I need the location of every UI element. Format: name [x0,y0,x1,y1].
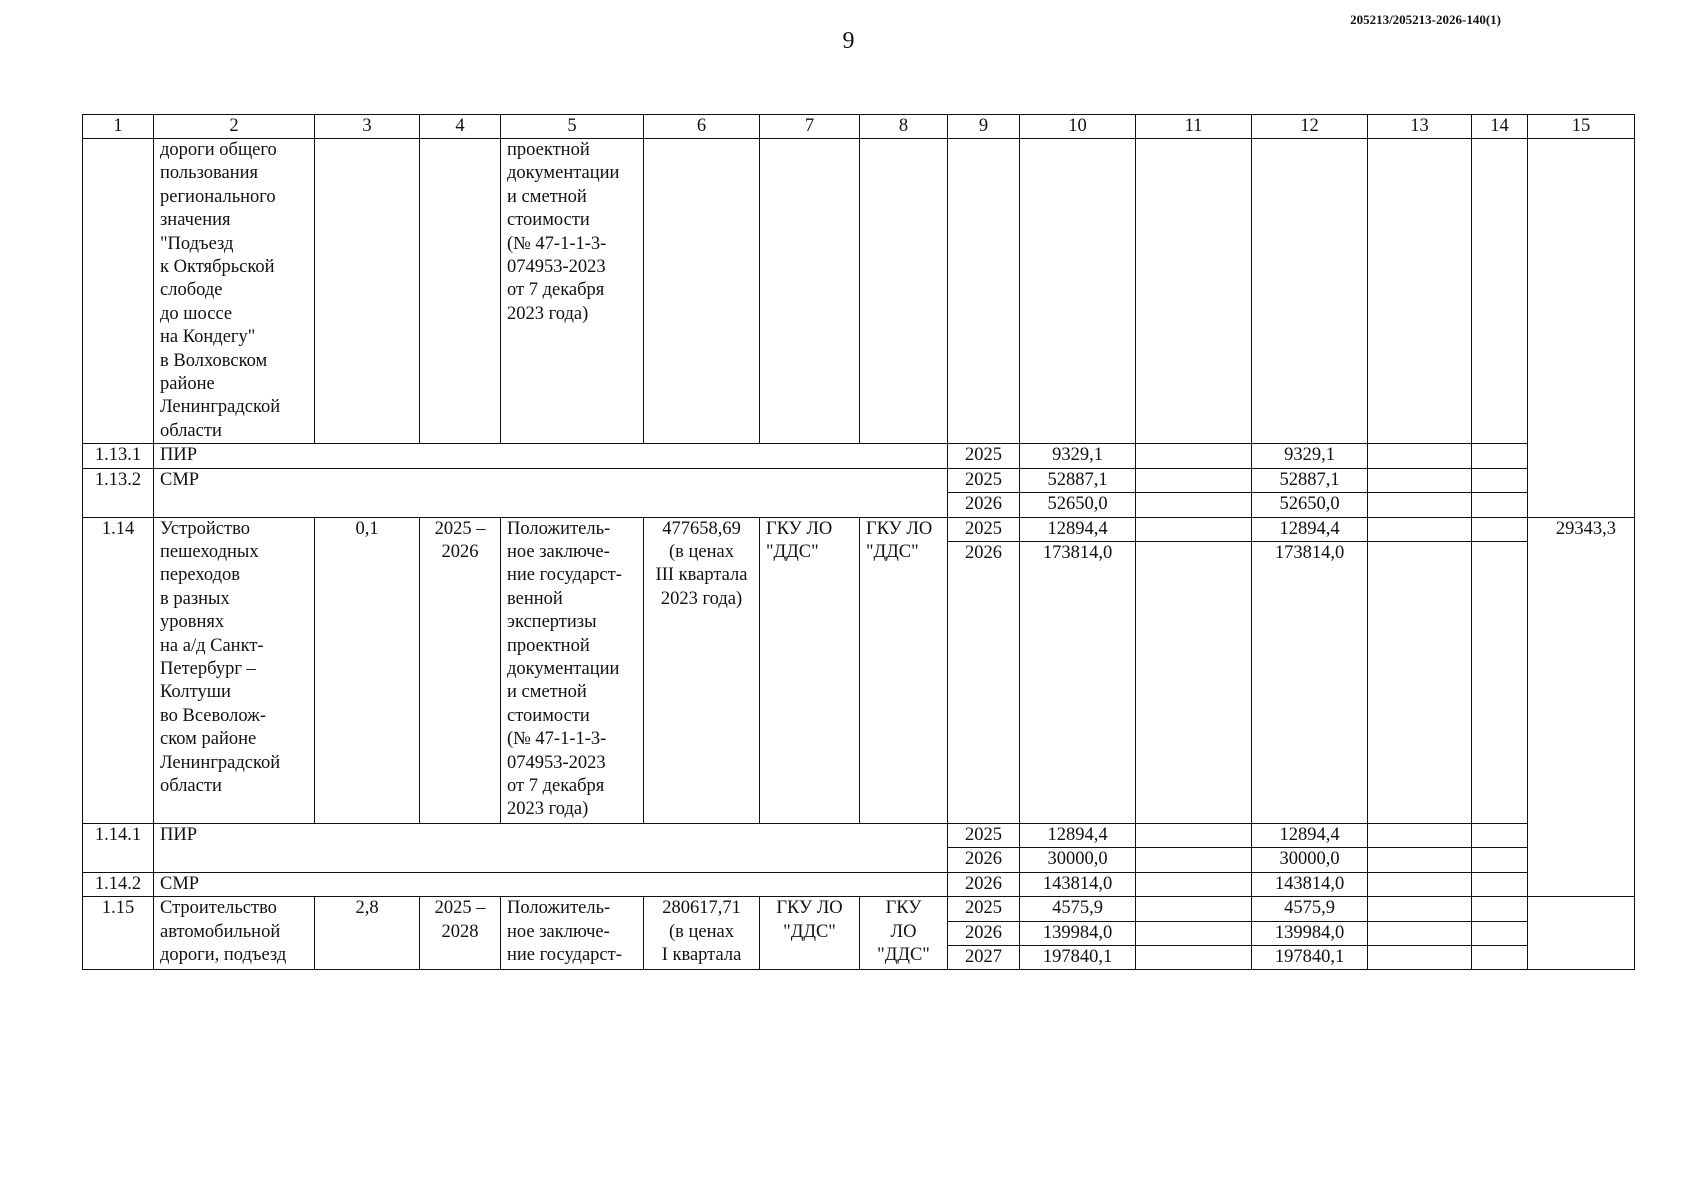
cell-empty [1252,139,1368,444]
document-code: 205213/205213-2026-140(1) [1350,12,1501,27]
cell-code: 1.14 [83,517,154,823]
cell-year: 2026 [948,872,1020,896]
col-header-13: 13 [1368,115,1472,139]
cell-empty [1136,897,1252,921]
cell-empty [1368,897,1472,921]
cell-expertise: Положитель- ное заключе- ние государст- венной экспертизы проектной документации и сметной стоимости (№ 47-1-1-3- 074953-2023 от 7 декабря 2023 года) [501,517,644,823]
cell-year: 2025 [948,897,1020,921]
cell-empty [420,139,501,444]
cell-empty [1368,848,1472,872]
cell-empty [1368,139,1472,444]
cell-expertise: Положитель- ное заключе- ние государст- [501,897,644,970]
cell-empty [1136,517,1252,541]
cell-code: 1.13.1 [83,444,154,468]
cell-empty [1020,139,1136,444]
cell-regional-budget: 9329,1 [1252,444,1368,468]
cell-empty [1136,848,1252,872]
page-number: 9 [842,28,855,54]
col-header-8: 8 [860,115,948,139]
col-header-5: 5 [501,115,644,139]
cell-stage-label: СМР [154,872,948,896]
cell-total: 52887,1 [1020,468,1136,492]
cell-empty [644,139,760,444]
cell-empty [1136,493,1252,517]
cell-stage-label: ПИР [154,823,948,872]
cell-empty [1472,139,1528,444]
cell-estimated-cost: 477658,69 (в ценах III квартала 2023 года) [644,517,760,823]
cell-code: 1.14.2 [83,872,154,896]
cell-customer: ГКУ ЛО "ДДС" [760,517,860,823]
cell-estimated-cost: 280617,71 (в ценах I квартала [644,897,760,970]
cell-object-name: дороги общего пользования регионального значения "Подъезд к Октябрьской слободе до шоссе на Кондегу" в Волховском районе Ленинградской области [154,139,315,444]
cell-empty [1136,921,1252,945]
cell-empty [948,139,1020,444]
cell-customer: ГКУ ЛО "ДДС" [760,897,860,970]
cell-total: 173814,0 [1020,541,1136,823]
col-header-9: 9 [948,115,1020,139]
cell-empty [1472,541,1528,823]
cell-executor: ГКУ ЛО "ДДС" [860,897,948,970]
col-header-14: 14 [1472,115,1528,139]
col-header-3: 3 [315,115,420,139]
col-header-15: 15 [1528,115,1635,139]
cell-empty [1136,872,1252,896]
table-row [83,517,1635,541]
cell-empty [1136,139,1252,444]
cell-total: 139984,0 [1020,921,1136,945]
cell-empty [1368,921,1472,945]
cell-object-name: Устройство пешеходных переходов в разных уровнях на а/д Санкт- Петербург – Колтуши во Всеволож- ском районе Ленинградской области [154,517,315,823]
col-header-4: 4 [420,115,501,139]
cell-code [83,139,154,444]
cell-empty [1368,541,1472,823]
cell-empty [1136,444,1252,468]
cell-regional-budget: 197840,1 [1252,945,1368,969]
cell-empty [760,139,860,444]
col-header-11: 11 [1136,115,1252,139]
cell-empty [1368,872,1472,896]
cell-empty [1472,848,1528,872]
cell-total: 4575,9 [1020,897,1136,921]
column-number-row [83,115,1635,139]
cell-year: 2025 [948,517,1020,541]
cell-empty [1136,468,1252,492]
cell-col15-value: 29343,3 [1528,517,1635,897]
cell-code: 1.14.1 [83,823,154,872]
cell-regional-budget: 143814,0 [1252,872,1368,896]
cell-empty [1472,921,1528,945]
cell-year: 2026 [948,921,1020,945]
table-row [83,823,1635,847]
table-row [83,139,1635,444]
cell-empty [315,139,420,444]
cell-regional-budget: 52887,1 [1252,468,1368,492]
cell-empty [1472,945,1528,969]
cell-total: 12894,4 [1020,823,1136,847]
cell-total: 12894,4 [1020,517,1136,541]
cell-regional-budget: 4575,9 [1252,897,1368,921]
cell-regional-budget: 173814,0 [1252,541,1368,823]
col-header-6: 6 [644,115,760,139]
cell-year: 2025 [948,444,1020,468]
cell-empty [1368,517,1472,541]
cell-executor: ГКУ ЛО "ДДС" [860,517,948,823]
cell-empty [1136,945,1252,969]
col-header-7: 7 [760,115,860,139]
cell-regional-budget: 139984,0 [1252,921,1368,945]
col-header-1: 1 [83,115,154,139]
cell-empty [1368,945,1472,969]
cell-expertise: проектной документации и сметной стоимости (№ 47-1-1-3- 074953-2023 от 7 декабря 2023 года) [501,139,644,444]
cell-total: 9329,1 [1020,444,1136,468]
cell-stage-label: ПИР [154,444,948,468]
cell-year: 2025 [948,468,1020,492]
cell-empty [1528,897,1635,970]
cell-empty [1472,872,1528,896]
cell-empty [1472,823,1528,847]
cell-period: 2025 – 2028 [420,897,501,970]
cell-length: 2,8 [315,897,420,970]
cell-empty [1472,897,1528,921]
cell-total: 143814,0 [1020,872,1136,896]
cell-total: 30000,0 [1020,848,1136,872]
program-table [82,114,1635,970]
cell-total: 197840,1 [1020,945,1136,969]
table-row [83,897,1635,921]
table-row [83,468,1635,492]
cell-year: 2026 [948,541,1020,823]
cell-length: 0,1 [315,517,420,823]
table-row [83,444,1635,468]
cell-empty [1136,823,1252,847]
cell-empty [1368,493,1472,517]
cell-period: 2025 – 2026 [420,517,501,823]
cell-empty [1472,517,1528,541]
cell-regional-budget: 12894,4 [1252,517,1368,541]
cell-year: 2025 [948,823,1020,847]
table-row [83,872,1635,896]
cell-empty [860,139,948,444]
cell-empty [1472,493,1528,517]
cell-empty [1368,444,1472,468]
cell-empty [1136,541,1252,823]
cell-empty [1368,468,1472,492]
cell-year: 2026 [948,493,1020,517]
col-header-2: 2 [154,115,315,139]
cell-empty [1472,468,1528,492]
cell-stage-label: СМР [154,468,948,517]
cell-code: 1.13.2 [83,468,154,517]
cell-object-name: Строительство автомобильной дороги, подъезд [154,897,315,970]
col-header-10: 10 [1020,115,1136,139]
cell-regional-budget: 30000,0 [1252,848,1368,872]
cell-regional-budget: 52650,0 [1252,493,1368,517]
cell-empty [1368,823,1472,847]
col-header-12: 12 [1252,115,1368,139]
cell-empty [1472,444,1528,468]
cell-regional-budget: 12894,4 [1252,823,1368,847]
cell-year: 2026 [948,848,1020,872]
cell-total: 52650,0 [1020,493,1136,517]
cell-empty [1528,139,1635,518]
cell-code: 1.15 [83,897,154,970]
cell-year: 2027 [948,945,1020,969]
